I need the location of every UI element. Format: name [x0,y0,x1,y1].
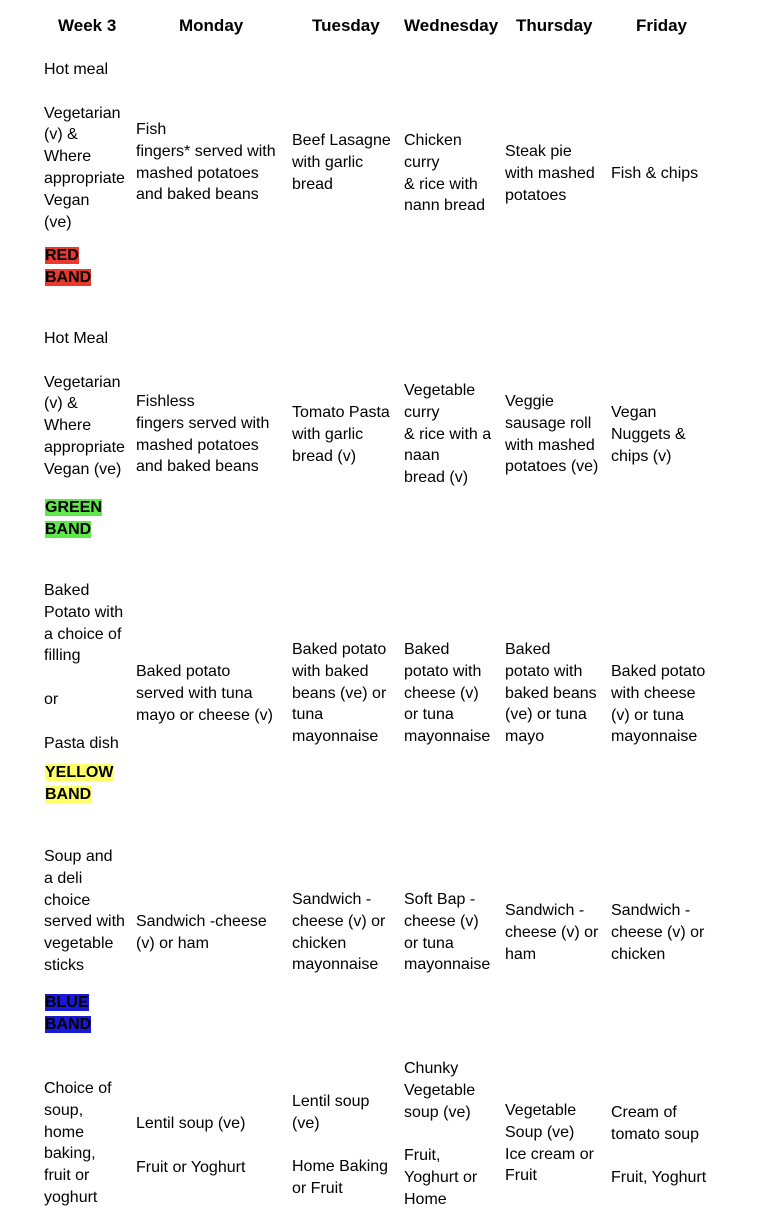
menu-cell: Soft Bap - cheese (v) or tuna mayonnaise [404,891,491,974]
menu-cell: Veggie sausage roll with mashed potatoes (ve) [505,393,599,476]
band-badge-yellow: YELLOW BAND [45,764,114,803]
menu-cell: Lentil soup (ve) Home Baking or Fruit [292,1093,389,1198]
week-header: Week 3 [58,16,117,35]
row-label: Hot Meal Vegetarian (v) & Where appropriate Vegan (ve) [44,330,125,478]
menu-cell: Chicken curry & rice with nann bread [404,132,485,215]
menu-cell: Sandwich - cheese (v) or chicken mayonnaise [292,891,386,974]
menu-cell: Baked potato served with tuna mayo or cheese (v) [136,663,273,724]
menu-cell: Steak pie with mashed potatoes [505,143,595,204]
menu-cell: Baked potato with cheese (v) or tuna mayonnaise [611,663,706,746]
menu-cell: Fish & chips [611,165,699,182]
band-badge-green: GREEN BAND [45,499,102,538]
day-header-tuesday: Tuesday [312,16,380,35]
row-label: Baked Potato with a choice of filling or Pasta dish [44,582,124,752]
menu-cell: Chunky Vegetable soup (ve) Fruit, Yoghurt or Home [404,1060,478,1208]
menu-cell: Fishless fingers served with mashed potatoes and baked beans [136,393,270,476]
menu-cell: Baked potato with baked beans (ve) or tuna mayonnaise [292,641,387,746]
menu-cell: Sandwich - cheese (v) or ham [505,902,599,963]
menu-cell: Baked potato with baked beans (ve) or tuna mayo [505,641,597,746]
day-header-wednesday: Wednesday [404,16,499,35]
menu-cell: Vegan Nuggets & chips (v) [611,404,686,465]
day-header-thursday: Thursday [516,16,593,35]
menu-cell: Vegetable Soup (ve) Ice cream or Fruit [505,1102,594,1185]
row-label: Choice of soup, home baking, fruit or yoghurt [44,1080,112,1206]
day-header-friday: Friday [636,16,688,35]
menu-cell: Beef Lasagne with garlic bread [292,132,391,193]
menu-cell: Sandwich -cheese (v) or ham [136,913,267,952]
menu-cell: Tomato Pasta with garlic bread (v) [292,404,390,465]
menu-cell: Baked potato with cheese (v) or tuna mayonnaise [404,641,491,746]
menu-cell: Cream of tomato soup Fruit, Yoghurt [611,1104,707,1187]
day-header-monday: Monday [179,16,244,35]
band-badge-red: RED BAND [45,247,92,286]
menu-cell: Sandwich - cheese (v) or chicken [611,902,705,963]
menu-cell: Fish fingers* served with mashed potatoes and baked beans [136,121,276,204]
menu-cell: Lentil soup (ve) Fruit or Yoghurt [136,1115,246,1176]
band-badge-blue: BLUE BAND [45,994,92,1033]
row-label: Hot meal Vegetarian (v) & Where appropriate Vegan (ve) [44,61,125,231]
menu-cell: Vegetable curry & rice with a naan bread (v) [404,382,492,487]
row-label: Soup and a deli choice served with vegetable sticks [44,848,125,974]
